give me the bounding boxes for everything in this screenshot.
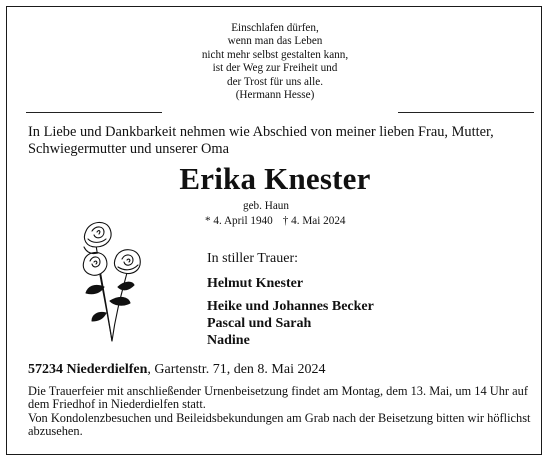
intro-text: In Liebe und Dankbarkeit nehmen wie Abschied von meiner lieben Frau, Mutter, Schwiegermutter und unserer Oma [28, 124, 494, 157]
rose-bouquet-icon [70, 217, 150, 345]
place-and-date [28, 361, 533, 378]
mourner-group [207, 298, 527, 349]
poem-line: ist der Weg zur Freiheit und [212, 62, 338, 75]
deceased-name: Erika Knester [179, 161, 371, 196]
mourner-name: Nadine [207, 333, 250, 348]
mourner-group [207, 275, 527, 292]
address-date: , Gartenstr. 71, den 8. Mai 2024 [147, 362, 326, 377]
ceremony-note: Die Trauerfeier mit anschließender Urnenbeisetzung findet am Montag, dem 13. Mai, um 14 Uhr auf dem Friedhof in Niederdielfen statt. [28, 384, 528, 412]
birth-date: * 4. April 1940 [205, 215, 273, 227]
mourner-name: Pascal und Sarah [207, 316, 312, 331]
obituary-card [6, 6, 542, 455]
notes [28, 385, 538, 438]
poem-line: der Trost für uns alle. [226, 75, 324, 88]
mourners-lead: In stiller Trauer: [207, 251, 298, 266]
divider-left [26, 112, 162, 113]
poem [7, 22, 543, 102]
poem-line: wenn man das Leben [227, 35, 323, 48]
mourner-name: Heike und Johannes Becker [207, 299, 374, 314]
mourner-name: Helmut Knester [207, 276, 304, 291]
death-date: † 4. Mai 2024 [282, 215, 346, 227]
divider-right [398, 112, 534, 113]
life-dates [205, 215, 356, 228]
poem-line: Einschlafen dürfen, [231, 22, 319, 34]
condolence-note: Von Kondolenzbesuchen und Beileidsbekundungen am Grab nach der Beisetzung bitten wir höflichst abzusehen. [28, 410, 531, 438]
town: 57234 Niederdielfen [28, 362, 148, 377]
poem-line: nicht mehr selbst gestalten kann, [201, 48, 349, 61]
birth-name: geb. Haun [243, 200, 289, 212]
mourners-block [207, 250, 527, 355]
poem-author: (Hermann Hesse) [235, 89, 315, 102]
